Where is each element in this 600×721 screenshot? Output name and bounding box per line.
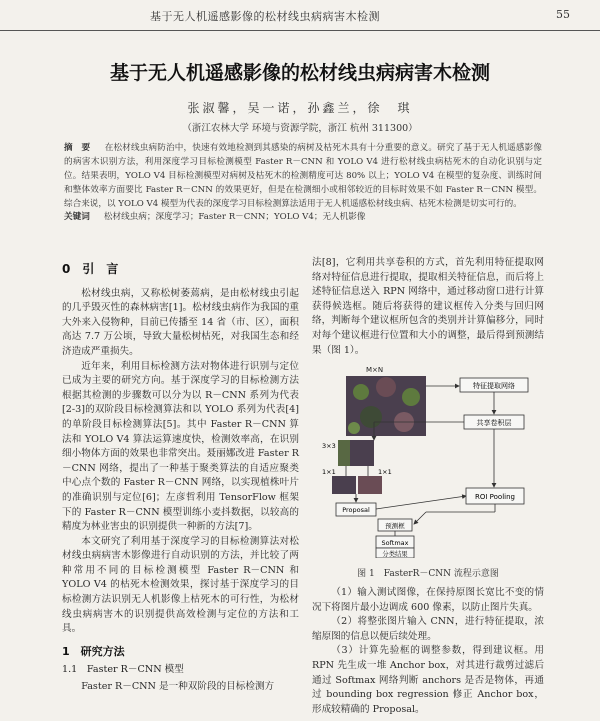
paragraph: （3）计算先验框的调整参数，得到建议框。用 RPN 先生成一堆 Anchor box，对其进行裁剪过滤后通过 Softmax 网络判断 anchors 是否是物体，再通过 bounding box regression 修正 Anchor box，形成较精确的 Proposal。 xyxy=(312,645,544,715)
paragraph: 近年来，利用目标检测方法对物体进行识别与定位已成为主要的研究方向。基于深度学习的目标检测方法根据其检测的步骤数可以分为以 R－CNN 系列为代表[2-3]的双阶段目标检测算法和以 YOLO 系列为代表[4]的单阶段目标检测算法[5]。其中 Faster R－CNN 算法和 YOLO V4 算法运算速度快，检测效率高，在识别细小物体方面的效果也非常突出。聂丽娜改进 Faster R－CNN 网络，提出了一种基于聚类算法的自适应聚类中心点个数的 Faster R－CNN 网络，以实现植株叶片的准确识别与定位[6]；左彦哲利用 TensorFlow 框架下的 Faster R－CNN 模型训练小麦抖数据，以较高的精度为林业害虫的识别提供一种新的方法[7]。 xyxy=(62,360,299,533)
paragraph: 松材线虫病，又称松树萎蔫病，是由松材线虫引起的几乎毁灭性的森林病害[1]。松材线虫病作为我国的重大外来入侵物种，目前已传播至 14 省（市、区），面积高达 7.7 万公顷，导致大量松树枯死，对我国生态和经济造成严重损失。 xyxy=(62,287,299,357)
right-column xyxy=(312,256,544,358)
feature-extraction-label: 特征提取网络 xyxy=(473,382,515,390)
left-column xyxy=(62,262,299,695)
subsection-heading: 1.1 Faster R－CNN 模型 xyxy=(62,664,184,676)
section-heading-intro: 0 引 言 xyxy=(62,262,119,276)
roi-pooling-label: ROI Pooling xyxy=(475,493,515,501)
figure-1-flowchart xyxy=(316,362,541,558)
cls-map xyxy=(332,476,356,494)
reg-map xyxy=(358,476,382,494)
conv-3x3-label: 3×3 xyxy=(322,442,336,450)
conv-1x1-label-a: 1×1 xyxy=(322,468,336,476)
proposal-label: Proposal xyxy=(342,506,370,514)
abstract xyxy=(64,141,542,211)
page-header xyxy=(0,0,600,31)
paragraph: （1）输入测试图像，在保持原图长宽比不变的情况下将图片最小边调成 600 像素，以防止图片失真。 xyxy=(312,587,544,613)
authors: 张淑馨，吴一诺，孙鑫兰，徐 琪 xyxy=(187,101,413,115)
page-number: 55 xyxy=(556,8,570,21)
input-size-label: M×N xyxy=(366,366,384,374)
paragraph: 法[8]，它利用共享卷积的方式，首先利用特征提取网络对特征信息进行提取，提取相关特征信息，而后将上述特征信息送入 RPN 网络中，通过移动窗口进行计算获得候选框。随后将获得的建议框传入分类与回归网络，判断每个建议框所包含的类别并计算偏移分，同时对每个建议框进行位置和大小的调整，最后得到预测结果（图 1）。 xyxy=(312,257,544,356)
prediction-box-label: 预测框 xyxy=(385,522,405,530)
running-title: 基于无人机遥感影像的松材线虫病病害木检测 xyxy=(150,10,380,23)
paragraph: Faster R－CNN 是一种双阶段的目标检测方 xyxy=(81,681,275,693)
conv-1x1-label-b: 1×1 xyxy=(378,468,392,476)
keywords-text: 松材线虫病；深度学习；Faster R－CNN；YOLO V4；无人机影像 xyxy=(103,212,366,222)
abstract-text: 在松材线虫病防治中，快速有效地检测到其感染的病树及枯死木具有十分重要的意义。研究了基于无人机遥感影像的病害木识别方法，利用深度学习目标检测模型 Faster R－CNN 和 YOLO V4 进行松材线虫病枯死木的自动化识别与定位。结果表明，YOLO V4 目标检测模型对病树及枯死木的检测精度可达 80% 以上；YOLO V4 在模型的复杂度、训练时间和整体效率方面要比 Faster R－CNN 的效果更好，但是在检测细小或相邻较近的目标时效果不如 Faster R－CNN 模型。综合来说，以 YOLO V4 模型为代表的深度学习目标检测算法适用于无人机遥感松材线虫病、枯死木检测是切实可行的。 xyxy=(64,143,542,209)
classification-result-label: 分类结果 xyxy=(382,551,408,558)
paper-title: 基于无人机遥感影像的松材线虫病病害木检测 xyxy=(109,62,490,84)
flowchart-svg xyxy=(316,362,541,558)
section-heading-methods: 1 研究方法 xyxy=(62,644,125,658)
input-image xyxy=(346,376,426,436)
right-column-lower xyxy=(312,586,544,717)
abstract-label: 摘 要 xyxy=(64,143,91,153)
affiliation: （浙江农林大学 环境与资源学院，浙江 杭州 311300） xyxy=(182,123,418,134)
paragraph: （2）将整张图片输入 CNN，进行特征提取，浓缩原图的信息以便后续处理。 xyxy=(312,616,544,642)
shared-conv-label: 共享卷积层 xyxy=(476,419,512,427)
figure-caption: 图 1 FasterR－CNN 流程示意图 xyxy=(357,569,499,579)
paragraph: 本文研究了利用基于深度学习的目标检测算法对松材线虫病病害木影像进行自动识别的方法，并比较了两种常用不同的目标检测模型 Faster R－CNN 和 YOLO V4 的枯死木检测效果，探讨基于深度学习的目标检测方法识别无人机影像上枯死木的可行性，为松材线虫病病害木的识别提供高效检测与定位的方法和工具。 xyxy=(62,535,299,635)
keywords-label: 关键词 xyxy=(64,212,90,222)
softmax-label: Softmax xyxy=(381,539,409,547)
keywords xyxy=(64,210,542,222)
